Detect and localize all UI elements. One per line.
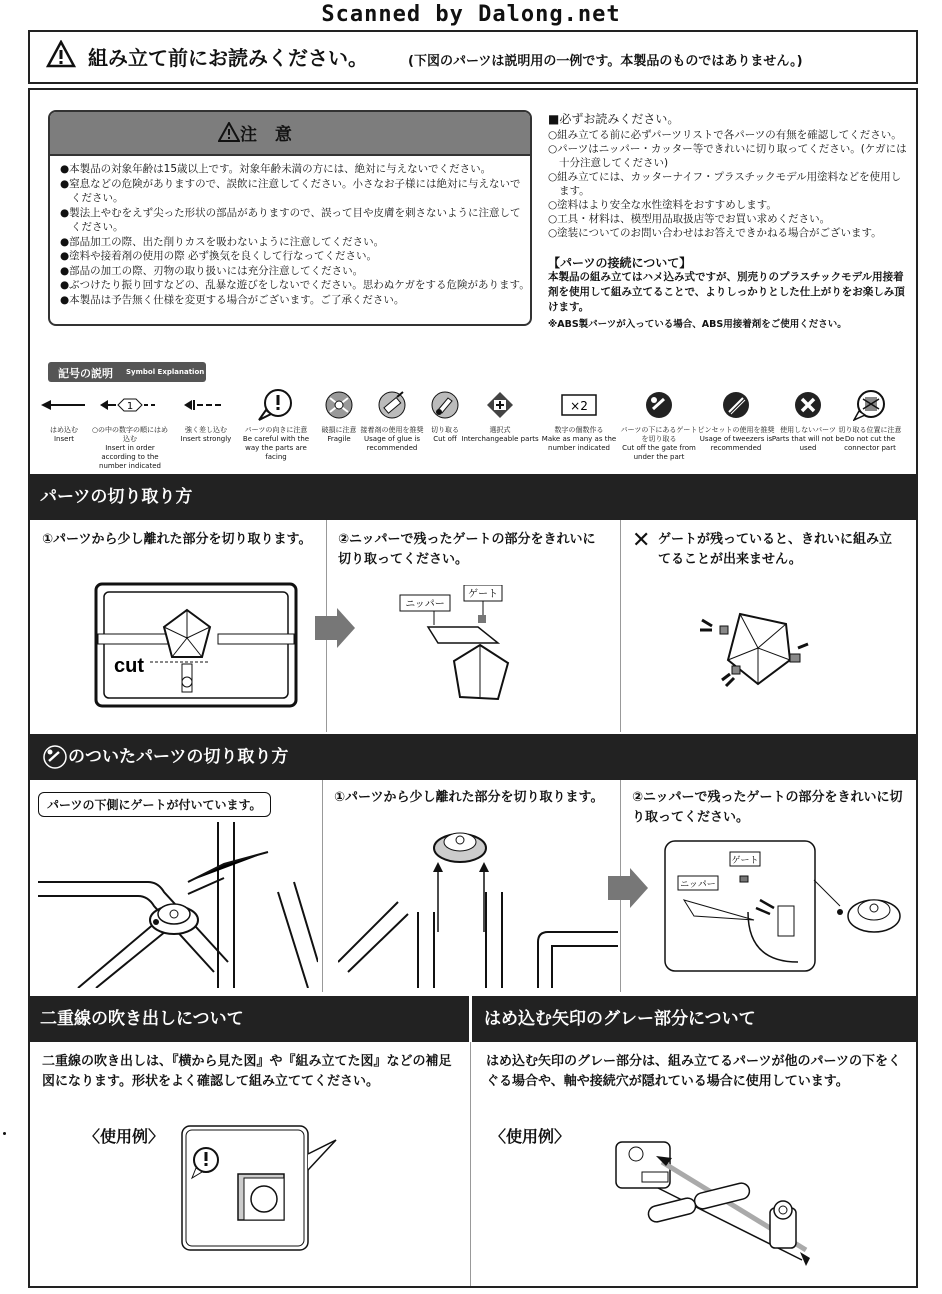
symbol-cut-off: 切り取る Cut off: [405, 388, 485, 444]
gate-under-runner-illustration: [38, 822, 318, 988]
warning-icon: [218, 122, 240, 142]
caution-item: ●本製品は予告無く仕様を変更する場合がございます。ご了承ください。: [60, 293, 405, 306]
caution-item: ●塗料や接着剤の使用の際 必ず換気を良くして行なってください。: [60, 250, 377, 262]
symbol-tweezers: ピンセットの使用を推奨 Usage of tweezers is recommended: [696, 388, 776, 453]
symbol-insert-order: 1 ○の中の数字の順にはめ込む Insert in order according to the number indicated: [90, 388, 170, 471]
svg-text:×2: ×2: [570, 399, 588, 413]
symbol-insert: はめ込む Insert: [24, 388, 104, 444]
gate-step1-illustration: [338, 822, 618, 988]
please-read-item: ○組み立てる前に必ずパーツリストで各パーツの有無を確認してください。: [548, 129, 902, 141]
gate-step2-illustration: [664, 840, 904, 975]
exclamation-bubble-icon: [258, 388, 294, 422]
caution-item: ●本製品の対象年齢は15歳以上です。対象年齢未満の方には、絶対に与えないでください。: [60, 163, 492, 175]
symbol-title-jp: 記号の説明: [58, 367, 113, 380]
symbol-title-en: Symbol Explanation: [126, 368, 205, 376]
numbered-arrow-icon: [100, 397, 160, 413]
caution-item: ●ぶつけたり振り回すなどの、乱暴な遊びをしないでください。思わぬケガをする危険があります。: [60, 279, 530, 291]
gate-step1-text: ①パーツから少し離れた部分を切り取ります。: [334, 790, 604, 805]
tweezers-icon: [721, 390, 751, 420]
example-label: 〈使用例〉: [490, 1127, 571, 1146]
symbol-header: [48, 362, 206, 382]
gray-arrow-body: はめ込む矢印のグレー部分は、組み立てるパーツが他のパーツの下をくぐる場合や、軸や接続穴が隠れている場合に使用しています。: [486, 1054, 901, 1089]
example-label: 〈使用例〉: [84, 1127, 165, 1146]
caution-list: [60, 162, 530, 307]
warning-icon: [46, 40, 76, 68]
caution-title: 注 意: [240, 125, 298, 145]
gate-label: ゲート: [731, 856, 759, 866]
section-double-line-header: 二重線の吹き出しについて: [28, 996, 469, 1042]
connection-note: ※ABS製パーツが入っている場合、ABS用接着剤をご使用ください。: [548, 319, 847, 330]
caution-item: ●窒息などの危険がありますので、誤飲に注意してください。小さなお子様には絶対に与えないでください。: [60, 177, 521, 204]
symbol-unused: 使用しないパーツ Parts that will not be used: [768, 388, 848, 453]
section-gate-under-header: のついたパーツの切り取り方: [28, 734, 918, 780]
unused-parts-icon: [793, 390, 823, 420]
next-arrow-icon: [608, 868, 648, 908]
symbol-orientation: パーツの向きに注意 Be careful with the way the parts are facing: [236, 388, 316, 462]
cut-step2-illustration: [398, 585, 528, 710]
symbol-interchangeable: 選択式 Interchangeable parts: [460, 388, 540, 444]
cut-label: cut: [114, 655, 144, 677]
divider: [620, 520, 621, 732]
please-read-item: ○工具・材料は、模型用品取扱店等でお買い求めください。: [548, 213, 831, 225]
interchangeable-icon: [485, 390, 515, 420]
please-read-item: ○組み立てには、カッターナイフ・プラスチックモデル用塗料などを使用します。: [548, 171, 902, 197]
gate-label: ゲート: [468, 589, 498, 600]
double-line-bubble-illustration: [180, 1124, 340, 1254]
nipper-label: ニッパー: [405, 599, 445, 610]
cut-off-icon: [430, 390, 460, 420]
section-cut-parts-header: パーツの切り取り方: [28, 474, 918, 520]
symbol-glue: 接着剤の使用を推奨 Usage of glue is recommended: [352, 388, 432, 453]
gate-under-icon: [42, 744, 68, 770]
multiply-icon: [561, 394, 597, 416]
no-cut-icon: [853, 389, 887, 421]
please-read-list: [548, 128, 910, 240]
gate-callout: パーツの下側にゲートが付いています。: [38, 792, 271, 817]
please-read-title: ■必ずお読みください。: [548, 112, 680, 126]
symbol-fragile: 破損に注意 Fragile: [299, 388, 379, 444]
divider: [470, 1042, 471, 1286]
caution-item: ●製法上やむをえず尖った形状の部品がありますので、誤って目や皮膚を刺さないように注意してください。: [60, 206, 521, 233]
strong-arrow-icon: [184, 398, 228, 412]
symbol-multiply: ×2 数字の個数作る Make as many as the number indicated: [539, 388, 619, 453]
svg-text:1: 1: [126, 401, 134, 412]
arrow-left-icon: [41, 398, 87, 412]
connection-body: 本製品の組み立てはハメ込み式ですが、別売りのプラスチックモデル用接着剤を使用して組み立てることで、よりしっかりとした仕上がりをお楽しみ頂けます。: [548, 271, 905, 313]
scanned-by-text: Scanned by Dalong.net: [321, 2, 621, 27]
please-read-item: ○塗料はより安全な水性塗料をおすすめします。: [548, 199, 777, 211]
next-arrow-icon: [315, 608, 355, 648]
symbol-no-cut: 切り取る位置に注意 Do not cut the connector part: [830, 388, 910, 453]
double-line-body: 二重線の吹き出しは、『横から見た図』や『組み立てた図』などの補足図になります。形状をよく確認して組み立ててください。: [42, 1054, 452, 1089]
section-gray-arrow-header: はめ込む矢印のグレー部分について: [472, 996, 918, 1042]
cut-step1-illustration: [90, 582, 300, 712]
cut-step2-text: ②ニッパーで残ったゲートの部分をきれいに切り取ってください。: [338, 532, 596, 567]
bad-mark: ✕: [632, 528, 651, 553]
divider: [322, 780, 323, 992]
nipper-label: ニッパー: [680, 880, 716, 890]
gate-under-icon: [644, 390, 674, 420]
connection-title: 【パーツの接続について】: [548, 256, 692, 270]
symbol-insert-strongly: 強く差し込む Insert strongly: [166, 388, 246, 444]
gray-arrow-illustration: [612, 1132, 818, 1272]
cut-step1-text: ①パーツから少し離れた部分を切り取ります。: [42, 532, 312, 547]
bad-gate-text: ゲートが残っていると、きれいに組み立てることが出来ません。: [658, 532, 893, 567]
gate-step2-text: ②ニッパーで残ったゲートの部分をきれいに切り取ってください。: [632, 790, 903, 825]
please-read-item: ○塗装についてのお問い合わせはお答えできかねる場合がございます。: [548, 227, 882, 239]
scan-speck: [3, 1132, 6, 1135]
caution-item: ●部品の加工の際、刃物の取り扱いには充分注意してください。: [60, 264, 364, 277]
fragile-icon: [324, 390, 354, 420]
page-subtitle: (下図のパーツは説明用の一例です。本製品のものではありません。): [408, 54, 803, 69]
caution-item: ●部品加工の際、出た削りカスを吸わないように注意してください。: [60, 235, 385, 248]
symbol-gate-under: パーツの下にあるゲートを切り取る Cut off the gate from under the part: [619, 388, 699, 462]
page-title: 組み立て前にお読みください。: [88, 46, 368, 70]
glue-icon: [377, 390, 407, 420]
caution-box: [48, 110, 532, 326]
bad-gate-illustration: [700, 600, 810, 690]
please-read-item: ○パーツはニッパー・カッター等できれいに切り取ってください。(ケガには十分注意してください): [548, 143, 907, 169]
